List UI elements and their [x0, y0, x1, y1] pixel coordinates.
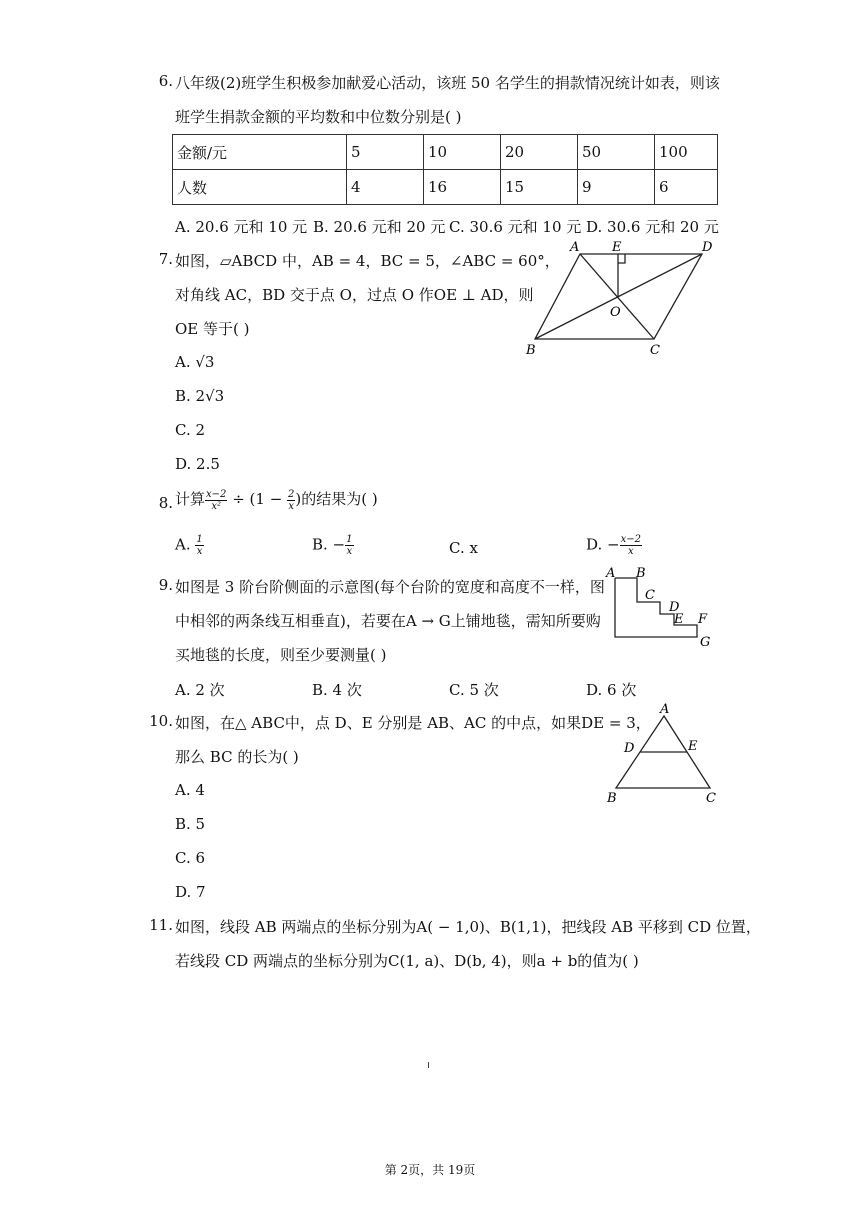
label-d: D [702, 240, 713, 255]
option-d: D. 6 次 [586, 681, 637, 699]
option-b: B. 2√3 [175, 387, 225, 405]
label-o: O [610, 305, 621, 320]
option-b: B. 4 次 [312, 681, 362, 699]
stray-mark [428, 1062, 429, 1068]
question-text: ÷ (1 − [232, 490, 283, 508]
denominator: x² [211, 500, 222, 512]
question-text-line: OE 等于( ) [175, 320, 250, 338]
table-cell: 9 [578, 170, 655, 205]
label-a: A [606, 566, 616, 581]
question-text-line: 中相邻的两条线互相垂直)，若要在A → G上铺地毯，需知所要购 [175, 612, 601, 630]
question-text-line: 如图，线段 AB 两端点的坐标分别为A( − 1,0)、B(1,1)，把线段 AB 平移到 CD 位置， [175, 918, 761, 936]
option-c: C. 6 [175, 849, 206, 867]
denominator: x [288, 500, 295, 512]
table-row [173, 170, 718, 205]
option-a: A. √3 [175, 353, 215, 371]
question-text-line: 如图是 3 阶台阶侧面的示意图(每个台阶的宽度和高度不一样，图 [175, 578, 605, 596]
label-b: B [607, 791, 617, 806]
label-c: C [645, 588, 655, 603]
option-d: D. 7 [175, 883, 206, 901]
label-f: F [698, 612, 708, 627]
numerator: 2 [288, 488, 295, 500]
label-d: D [669, 600, 680, 615]
label-c: C [706, 791, 716, 806]
option-label: A. [175, 535, 191, 554]
table-cell: 10 [424, 135, 501, 170]
page-footer: 第 2页，共 19页 [384, 1163, 476, 1177]
option-d: D. 2.5 [175, 455, 220, 473]
numerator: 1 [346, 534, 353, 545]
donation-table [172, 134, 718, 205]
label-a: A [660, 702, 670, 717]
option-label: B. − [312, 535, 346, 554]
table-cell: 人数 [173, 170, 347, 205]
question-text-line: 对角线 AC，BD 交于点 O，过点 O 作OE ⊥ AD，则 [175, 286, 534, 304]
table-cell: 16 [424, 170, 501, 205]
option-a [175, 534, 204, 557]
numerator: x−2 [620, 534, 641, 545]
label-b: B [526, 343, 536, 358]
option-b: B. 5 [175, 815, 206, 833]
question-text: 计算 [175, 490, 206, 508]
table-cell: 6 [655, 170, 718, 205]
table-cell: 4 [347, 170, 424, 205]
table-row [173, 135, 718, 170]
fraction [205, 489, 227, 512]
option-a: A. 2 次 [175, 681, 225, 699]
option-c: C. x [449, 539, 478, 557]
denominator: x [627, 546, 634, 557]
numerator: 1 [196, 534, 203, 545]
question-text-line: 那么 BC 的长为( ) [175, 748, 299, 766]
fraction [620, 534, 642, 557]
option-b: B. 20.6 元和 20 元 [313, 218, 446, 236]
option-d: D. 30.6 元和 20 元 [586, 218, 719, 236]
question-number: 6. [158, 72, 173, 90]
question-number: 8. [158, 494, 173, 512]
label-e: E [674, 612, 684, 627]
table-cell: 5 [347, 135, 424, 170]
table-cell: 15 [501, 170, 578, 205]
option-d [586, 534, 642, 557]
table-cell: 20 [501, 135, 578, 170]
option-label: D. − [586, 535, 620, 554]
label-b: B [636, 566, 646, 581]
triangle-figure [602, 698, 722, 806]
option-c: C. 5 次 [449, 681, 499, 699]
question-text-line: 若线段 CD 两端点的坐标分别为C(1, a)、D(b, 4)，则a + b的值为( ) [175, 952, 639, 970]
table-cell: 50 [578, 135, 655, 170]
label-a: A [570, 240, 580, 255]
table-cell: 金额/元 [173, 135, 347, 170]
option-c: C. 2 [175, 421, 206, 439]
question-text-line: 如图，在△ ABC中，点 D、E 分别是 AB、AC 的中点，如果DE = 3， [175, 714, 651, 732]
question-text-line: 买地毯的长度，则至少要测量( ) [175, 646, 387, 664]
question-number: 9. [158, 576, 173, 594]
question-text-line: 八年级(2)班学生积极参加献爱心活动，该班 50 名学生的捐款情况统计如表，则该 [175, 74, 720, 92]
fraction [195, 534, 203, 557]
question-number: 7. [158, 250, 173, 268]
option-a: A. 20.6 元和 10 元 [175, 218, 308, 236]
staircase-figure [603, 564, 721, 648]
label-g: G [700, 635, 711, 648]
question-number: 11. [149, 916, 173, 934]
label-e: E [612, 240, 622, 255]
numerator: x−2 [206, 488, 227, 500]
question-number: 10. [149, 712, 173, 730]
option-a: A. 4 [175, 781, 205, 799]
label-d: D [624, 741, 635, 756]
denominator: x [196, 546, 203, 557]
label-c: C [650, 343, 660, 358]
question-text: )的结果为( ) [295, 490, 378, 508]
fraction [345, 534, 353, 557]
parallelogram-figure [520, 236, 720, 360]
label-e: E [688, 739, 698, 754]
question-text-line [175, 488, 378, 512]
question-text-line: 班学生捐款金额的平均数和中位数分别是( ) [175, 108, 462, 126]
denominator: x [346, 546, 353, 557]
table-cell: 100 [655, 135, 718, 170]
option-b [312, 534, 354, 557]
question-text-line: 如图，▱ABCD 中，AB = 4，BC = 5，∠ABC = 60°， [175, 252, 560, 270]
option-c: C. 30.6 元和 10 元 [449, 218, 582, 236]
